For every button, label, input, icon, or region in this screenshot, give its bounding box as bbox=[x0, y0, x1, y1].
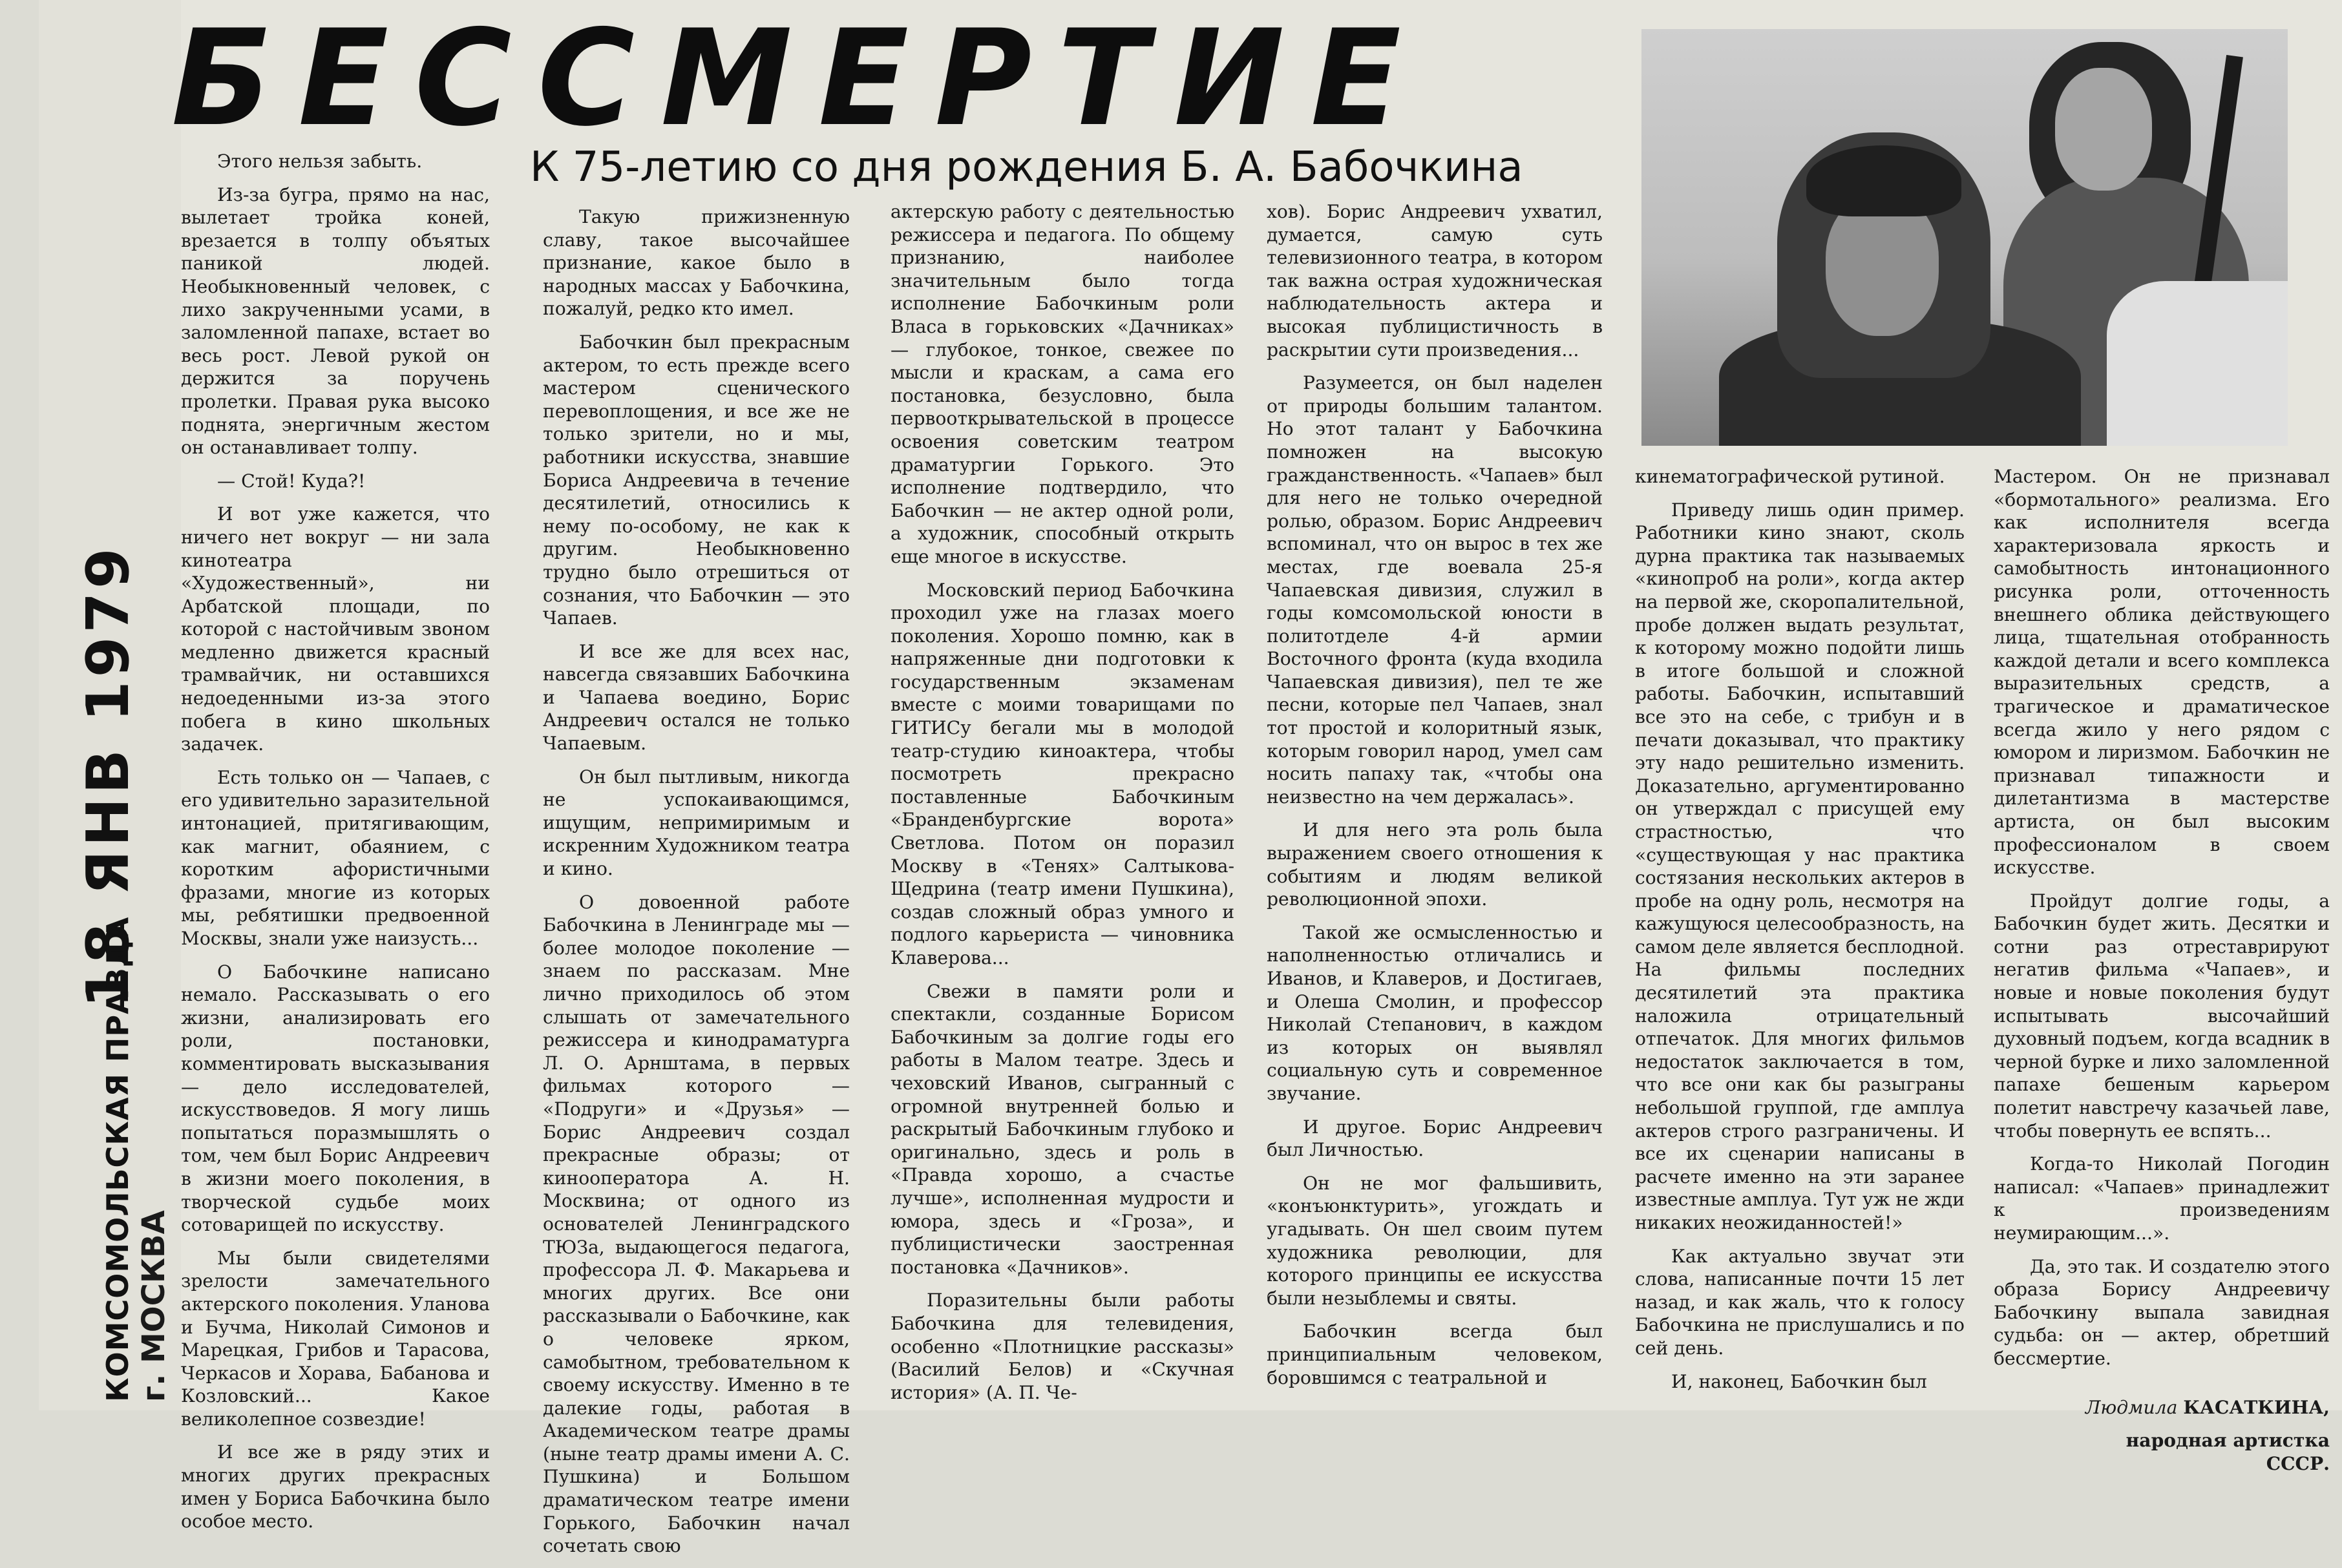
paragraph: Этого нельзя забыть. bbox=[217, 151, 423, 172]
paragraph: И другое. Борис Андреевич был Личностью. bbox=[1267, 1116, 1603, 1161]
photo-car-hood bbox=[2107, 281, 2288, 446]
paragraph: кинематографической рутиной. bbox=[1635, 466, 1945, 487]
article-photo bbox=[1641, 29, 2288, 446]
paragraph: Мы были свидетелями зрелости замечательного актерского поколения. Уланова и Бучма, Николай Симонов и Марецкая, Грибов и Тарасова, Черкасов и Хорава, Бабанова и Козловский... Какое великолепное созвездие! bbox=[181, 1247, 490, 1430]
photo-figure-back-face bbox=[2055, 68, 2152, 191]
paragraph: И все же для всех нас, навсегда связавших Бабочкина и Чапаева воедино, Борис Андреевич остался не только Чапаевым. bbox=[543, 640, 850, 755]
paragraph: Приведу лишь один пример. Работники кино знают, сколь дурна практика так называемых «кинопроб на роли», когда актер на первой же, скоропалительной, пробе должен выдать результат, к которому можно подойти лишь в итоге большой и сложной работы. Бабочкин, испытавший все это на себе, с трибун и в печати доказывал, что практику эту надо решительно изменить. Доказательно, аргументированно он утверждал с присущей ему страстностью, что «существующая у нас практика состязания нескольких актеров в пробе на одну роль, несмотря на кажущуюся целесообразность, на самом деле является бесплодной. На фильмы последних десятилетий эта практика наложила отрицательный отпечаток. Для многих фильмов недостаток заключается в том, что все они как бы разыграны небольшой группой, где амплуа актеров строго разграничены. И все их сценарии написаны в расчете именно на эти заранее известные амплуа. Тут уж не жди никаких неожиданностей!» bbox=[1635, 499, 1965, 1233]
paragraph: Бабочкин всегда был принципиальным человеком, боровшимся с театральной и bbox=[1267, 1321, 1603, 1388]
stamp-newspaper-name: КОМСОМОЛЬСКАЯ ПРАВДА bbox=[100, 916, 135, 1402]
article-column-6 bbox=[1994, 465, 2330, 1475]
stamp-city: г. МОСКВА bbox=[136, 1210, 172, 1402]
paragraph: О довоенной работе Бабочкина в Ленинграде мы — более молодое поколение — знаем по рассказам. Мне лично приходилось об этом слышать от замечательного режиссера и кинодраматурга Л. О. Арнштама, в первых фильмах которого — «Подруги» и «Друзья» — Борис Андреевич создал прекрасные образы; от кинооператора А. Н. Москвина; от одного из основателей Ленинградского ТЮЗа, выдающегося педагога, профессора Л. Ф. Макарьева и многих других. Все они рассказывали о Бабочкине, как о человеке ярком, самобытном, требовательном к своему искусству. Именно в те далекие годы, работая в Академическом театре драмы (ныне театр драмы имени А. С. Пушкина) и Большом драматическом театре имени Горького, Бабочкин начал сочетать свою bbox=[543, 891, 850, 1557]
paragraph: хов). Борис Андреевич ухватил, думается, самую суть телевизионного театра, в котором так важна острая художническая наблюдательность актера и высокая публицистичность в раскрытии сути произведения... bbox=[1267, 201, 1603, 361]
paragraph: Такую прижизненную славу, такое высочайшее признание, какое было в народных массах у Бабочкина, пожалуй, редко кто имел. bbox=[543, 206, 850, 320]
photo-figure-front-cap bbox=[1806, 145, 1961, 216]
paragraph: Да, это так. И создателю этого образа Борису Андреевичу Бабочкину выпала завидная судьба: он — актер, обретший бессмертие. bbox=[1994, 1255, 2330, 1369]
paragraph: Есть только он — Чапаев, с его удивительно заразительной интонацией, притягивающим, как магнит, обаянием, с коротким афористичными фразами, многие из которых мы, ребятишки предвоенной Москвы, знали уже наизусть... bbox=[181, 766, 490, 949]
stamp-date: 18 ЯНВ 1979 bbox=[74, 544, 142, 1008]
paragraph: Из-за бугра, прямо на нас, вылетает тройка коней, врезается в толпу объятых паникой людей. Необыкновенный человек, с лихо закрученными усами, в заломленной папахе, встает во весь рост. Левой рукой он держится за поручень пролетки. Правая рука высоко поднята, энергичным жестом он останавливает толпу. bbox=[181, 183, 490, 459]
paragraph: Мастером. Он не признавал «бормотального» реализма. Его как исполнителя всегда характеризовала яркость и самобытность интонационного рисунка роли, отточенность внешнего облика действующего лица, тщательная отобранность каждой детали и всего комплекса выразительных средств, а трагическое и драматическое всегда жило у него рядом с юмором и лиризмом. Бабочкин не признавал типажности и дилетантизма в мастерстве артиста, он был высоким профессионалом в своем искусстве. bbox=[1994, 466, 2330, 879]
paragraph: Он был пытливым, никогда не успокаивающимся, ищущим, непримиримым и искренним Художником театра и кино. bbox=[543, 766, 850, 880]
article-column-5 bbox=[1635, 465, 1965, 1403]
paragraph: И все же в ряду этих и многих других прекрасных имен у Бориса Бабочкина было особое место. bbox=[181, 1441, 490, 1532]
paragraph: И для него эта роль была выражением своего отношения к событиям и людям великой революционной эпохи. bbox=[1267, 819, 1603, 910]
article-column-1 bbox=[181, 150, 490, 1543]
author-title-country: СССР. bbox=[2266, 1452, 2330, 1474]
paragraph: Московский период Бабочкина проходил уже на глазах моего поколения. Хорошо помню, как в напряженные дни подготовки к государственным экзаменам вместе с моими товарищами по ГИТИСу бегали мы в молодой театр-студию киноактера, чтобы посмотреть прекрасно поставленные Бабочкиным «Бранденбургские ворота» Светлова. Потом он поразил Москву в «Тенях» Салтыкова-Щедрина (театр имени Пушкина), создав сложный образ умного и подлого карьериста — чиновника Клаверова... bbox=[891, 579, 1234, 968]
paragraph: Бабочкин был прекрасным актером, то есть прежде всего мастером сценического перевоплощения, и все же не только зрители, но и мы, работники искусства, знавшие Бориса Андреевича в течение десятилетий, относились к нему по-особому, не как к другим. Необыкновенно трудно было отрешиться от сознания, что Бабочкин — это Чапаев. bbox=[543, 331, 850, 629]
article-subheadline: К 75-летию со дня рождения Б. А. Бабочкина bbox=[530, 143, 1523, 191]
article-headline: БЕССМЕРТИЕ bbox=[171, 2, 1427, 156]
paragraph: — Стой! Куда?! bbox=[217, 470, 366, 492]
paragraph: Пройдут долгие годы, а Бабочкин будет жить. Десятки и сотни раз отреставрируют негатив фильма «Чапаев», и новые и новые поколения будут испытывать высочайший духовный подъем, когда всадник в черной бурке и лихо заломленной папахе бешеным карьером полетит навстречу казачьей лаве, чтобы повернуть ее вспять... bbox=[1994, 890, 2330, 1142]
paragraph: Такой же осмысленностью и наполненностью отличались и Иванов, и Клаверов, и Достигаев, и Олеша Смолин, и профессор Николай Степанович, в каждом из которых он выявлял социальную суть и современное звучание. bbox=[1267, 921, 1603, 1104]
paragraph: Когда-то Николай Погодин написал: «Чапаев» принадлежит к произведениям неумирающим...». bbox=[1994, 1153, 2330, 1244]
article-column-2 bbox=[543, 205, 850, 1568]
date-stamp bbox=[39, 0, 181, 1410]
article-column-4 bbox=[1267, 200, 1603, 1399]
paragraph: О Бабочкине написано немало. Рассказывать о его жизни, анализировать его роли, постановки, комментировать высказывания — дело исследователей, искусствоведов. Я могу лишь попытаться поразмышлять о том, чем был Борис Андреевич в жизни моего поколения, в творческой судьбе моих сотоварищей по искусству. bbox=[181, 961, 490, 1236]
paragraph: Поразительны были работы Бабочкина для телевидения, особенно «Плотницкие рассказы» (Василий Белов) и «Скучная история» (А. П. Че- bbox=[891, 1290, 1234, 1403]
paragraph: Как актуально звучат эти слова, написанные почти 15 лет назад, и как жаль, что к голосу Бабочкина не прислушались и по сей день. bbox=[1635, 1245, 1965, 1359]
author-first-name: Людмила bbox=[2085, 1396, 2178, 1418]
paragraph: актерскую работу с деятельностью режиссера и педагога. По общему признанию, наиболее значительным было тогда исполнение Бабочкиным роли Власа в горьковских «Дачниках» — глубокое, тонкое, свежее по мысли и краскам, а сама его постановка, безусловно, была первооткрывательской в процессе освоения советским театром драматургии Горького. Это исполнение подтвердило, что Бабочкин — не актер одной роли, а художник, способный открыть еще многое в искусстве. bbox=[891, 201, 1234, 567]
paragraph: Он не мог фальшивить, «конъюнктурить», угождать и угадывать. Он шел своим путем художника революции, для которого принципы ее искусства были незыблемы и святы. bbox=[1267, 1172, 1603, 1309]
paragraph: Свежи в памяти роли и спектакли, созданные Борисом Бабочкиным за долгие годы его работы в Малом театре. Здесь и чеховский Иванов, сыгранный с огромной внутренней болью и раскрытый Бабочкиным глубоко и оригинально, здесь и роль в «Правда хорошо, а счастье лучше», исполненная мудрости и юмора, здесь и «Гроза», и публицистически заостренная постановка «Дачников». bbox=[891, 980, 1234, 1278]
author-signature bbox=[1994, 1396, 2330, 1419]
article-column-3 bbox=[891, 200, 1234, 1414]
paragraph: И, наконец, Бабочкин был bbox=[1671, 1370, 1927, 1392]
author-last-name: КАСАТКИНА, bbox=[2183, 1396, 2330, 1418]
paragraph: Разумеется, он был наделен от природы большим талантом. Но этот талант у Бабочкина помножен на высокую гражданственность. «Чапаев» был для него не только очередной ролью, образом. Борис Андреевич вспоминал, что он вырос в тех же местах, где воевала 25-я Чапаевская дивизия, служил в годы комсомольской юности в политотделе 4-й армии Восточного фронта (куда входила Чапаевская дивизия), пел те же песни, которые пел Чапаев, знал тот простой и колоритный язык, которым говорил народ, умел сам носить папаху так, «чтобы она неизвестно на чем держалась». bbox=[1267, 372, 1603, 808]
paragraph: И вот уже кажется, что ничего нет вокруг — ни зала кинотеатра «Художественный», ни Арбатской площади, по которой с настойчивым звоном медленно движется красный трамвайчик, ни оставшихся недоеденными из-за этого побега в кино школьных задачек. bbox=[181, 503, 490, 755]
author-title: народная артистка bbox=[2126, 1430, 2330, 1452]
